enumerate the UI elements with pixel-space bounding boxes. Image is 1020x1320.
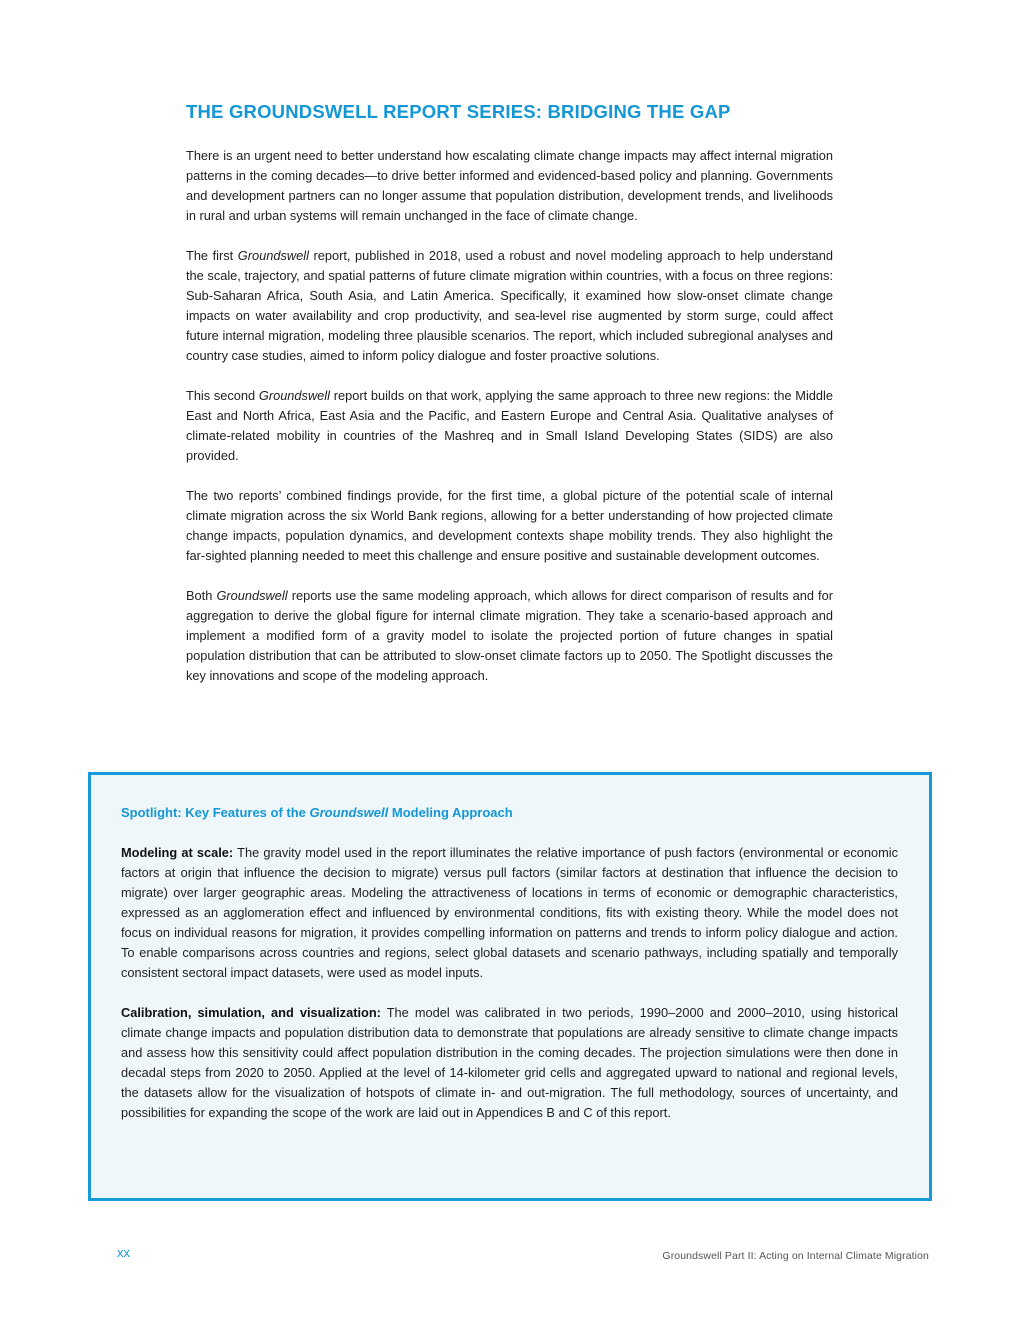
body-text — [186, 146, 833, 706]
paragraph-3: This second Groundswell report builds on that work, applying the same approach to three new regions: the Middle East and North Africa, East Asia and the Pacific, and Eastern Europe and Central Asia. Qualitative analyses of climate-related mobility in countries of the Mashreq and in Small Island Developing States (SIDS) are also provided. — [186, 388, 833, 463]
running-footer: Groundswell Part II: Acting on Internal Climate Migration — [662, 1250, 929, 1262]
report-title-italic: Groundswell — [216, 588, 288, 603]
report-title-italic: Groundswell — [237, 248, 309, 263]
page-number: xx — [117, 1245, 130, 1260]
spotlight-item-calibration: Calibration, simulation, and visualization: The model was calibrated in two periods, 1990–2000 and 2000–2010, using historical climate change impacts and population distribution data to demonstrate that populations are already sensitive to climate change impacts and assess how this sensitivity could affect population distribution in the coming decades. The projection simulations were then done in decadal steps from 2020 to 2050. Applied at the level of 14-kilometer grid cells and aggregated upward to national and regional levels, the datasets allow for the visualization of hotspots of climate in- and out-migration. The full methodology, sources of uncertainty, and possibilities for expanding the scope of the work are laid out in Appendices B and C of this report. — [121, 1005, 898, 1120]
report-title-italic: Groundswell — [258, 388, 330, 403]
paragraph-5: Both Groundswell reports use the same modeling approach, which allows for direct comparison of results and for aggregation to derive the global figure for internal climate migration. They take a scenario-based approach and implement a modified form of a gravity model to isolate the projected portion of future changes in spatial population distribution that can be attributed to slow-onset climate factors up to 2050. The Spotlight discusses the key innovations and scope of the modeling approach. — [186, 588, 833, 683]
spotlight-title: Spotlight: Key Features of the Groundswell Modeling Approach — [121, 805, 513, 820]
paragraph-1: There is an urgent need to better understand how escalating climate change impacts may affect internal migration patterns in the coming decades—to drive better informed and evidenced-based policy and planning. Governments and development partners can no longer assume that population distribution, development trends, and livelihoods in rural and urban systems will remain unchanged in the face of climate change. — [186, 148, 833, 223]
page-heading: THE GROUNDSWELL REPORT SERIES: BRIDGING THE GAP — [186, 101, 731, 122]
paragraph-4: The two reports’ combined findings provide, for the first time, a global picture of the potential scale of internal climate migration across the six World Bank regions, allowing for a better understanding of how projected climate change impacts, population dynamics, and development contexts shape mobility trends. They also highlight the far-sighted planning needed to meet this challenge and ensure positive and sustainable development outcomes. — [186, 488, 833, 563]
item-lead: Modeling at scale: — [121, 845, 234, 860]
spotlight-item-modeling-at-scale: Modeling at scale: The gravity model used in the report illuminates the relative importance of push factors (environmental or economic factors at origin that influence the decision to migrate) versus pull factors (similar factors at destination that influence the decision to migrate) over larger geographic areas. Modeling the attractiveness of locations in terms of economic or demographic characteristics, expressed as an agglomeration effect and influenced by environmental conditions, fits with existing theory. While the model does not focus on individual reasons for migration, it provides compelling information on patterns and trends to inform policy dialogue and action. To enable comparisons across countries and regions, select global datasets and scenario pathways, including spatially and temporally consistent sectoral impact datasets, were used as model inputs. — [121, 845, 898, 980]
spotlight-box — [88, 772, 932, 1201]
item-lead: Calibration, simulation, and visualization: — [121, 1005, 381, 1020]
paragraph-2: The first Groundswell report, published in 2018, used a robust and novel modeling approach to help understand the scale, trajectory, and spatial patterns of future climate migration within countries, with a focus on three regions: Sub-Saharan Africa, South Asia, and Latin America. Specifically, it examined how slow-onset climate change impacts on water availability and crop productivity, and sea-level rise augmented by storm surge, could affect future internal migration, modeling three plausible scenarios. The report, which included subregional analyses and country case studies, aimed to inform policy dialogue and foster proactive solutions. — [186, 248, 833, 363]
